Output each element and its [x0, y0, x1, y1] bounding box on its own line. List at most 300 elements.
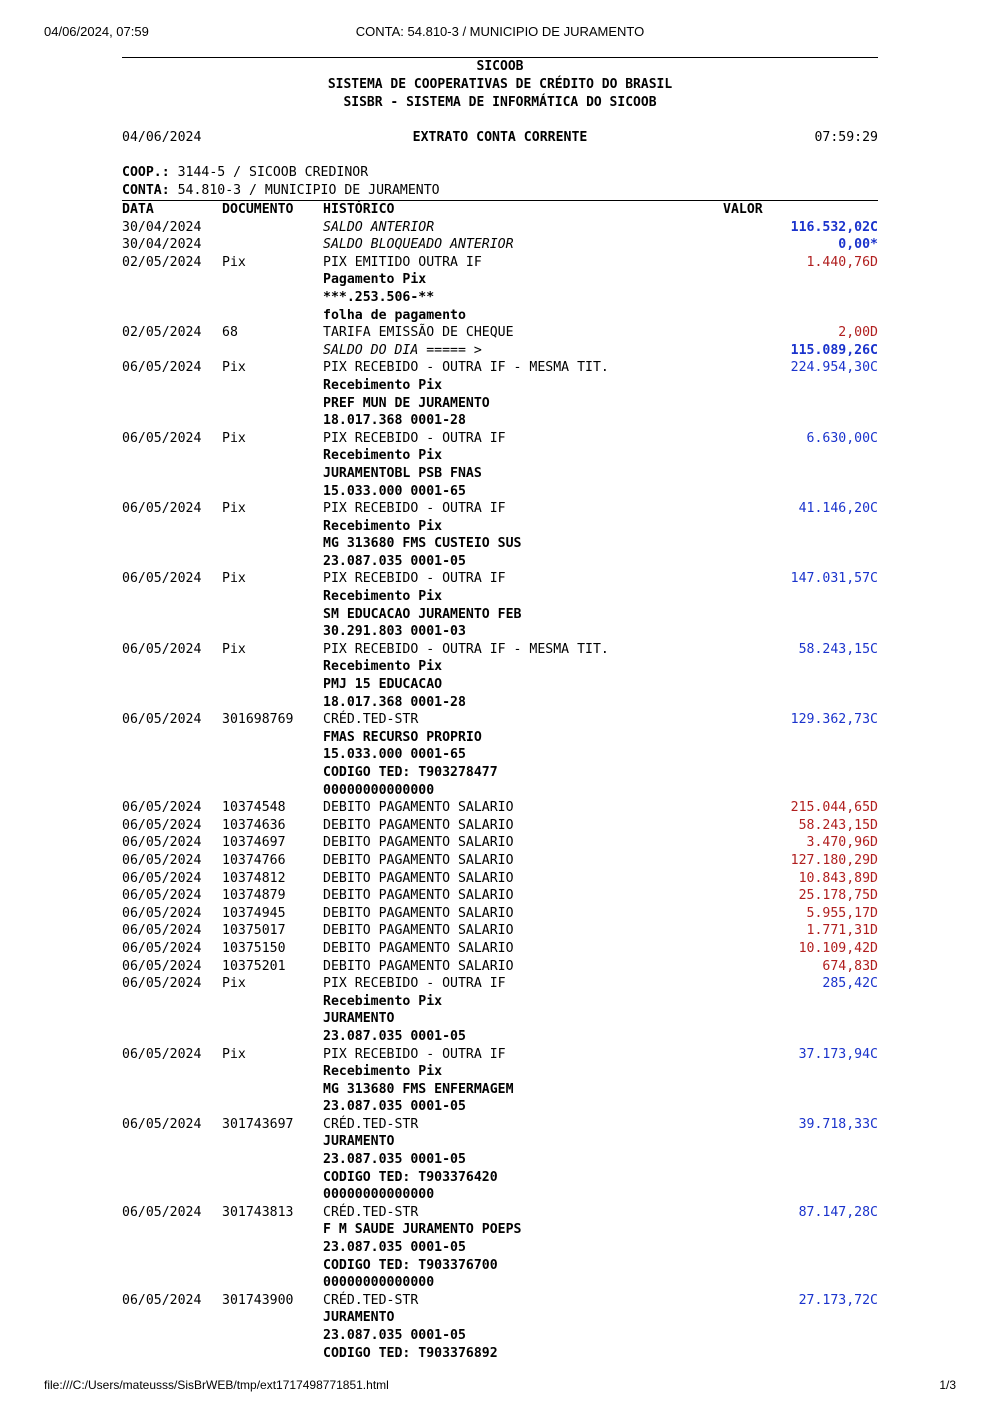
cell-value: 25.178,75D — [798, 888, 878, 904]
table-row-detail — [122, 1327, 878, 1345]
cell-document: Pix — [222, 976, 246, 992]
cell-date — [122, 746, 222, 764]
cell-document — [222, 1169, 323, 1187]
cell-history: 23.087.035 0001-05 — [323, 1099, 466, 1115]
cell-history: FMAS RECURSO PROPRIO — [323, 729, 482, 745]
browser-print-footer — [44, 1378, 956, 1396]
cell-document — [222, 1028, 323, 1046]
cell-history: PIX RECEBIDO - OUTRA IF - MESMA TIT. — [323, 641, 609, 657]
col-header-value: VALOR — [723, 202, 763, 217]
cell-value — [723, 447, 878, 465]
cell-history: DEBITO PAGAMENTO SALARIO — [323, 958, 514, 974]
browser-print-header — [44, 24, 956, 42]
table-row — [122, 958, 878, 976]
cell-date — [122, 729, 222, 747]
cell-document — [222, 1239, 323, 1257]
table-row-detail — [122, 676, 878, 694]
cell-document — [222, 342, 323, 360]
table-row-detail — [122, 1098, 878, 1116]
cell-document: 10374879 — [222, 888, 286, 904]
cell-date — [122, 553, 222, 571]
cell-history: SALDO DO DIA ===== > — [323, 342, 482, 358]
cell-document — [222, 465, 323, 483]
cell-date — [122, 289, 222, 307]
table-row-detail — [122, 465, 878, 483]
cell-history: Pagamento Pix — [323, 272, 427, 288]
print-title: CONTA: 54.810-3 / MUNICIPIO DE JURAMENTO — [355, 24, 645, 39]
cell-history: 18.017.368 0001-28 — [323, 694, 466, 710]
table-row-detail — [122, 993, 878, 1011]
cell-date — [122, 764, 222, 782]
table-row — [122, 500, 878, 518]
cell-value: 129.362,73C — [790, 712, 878, 728]
cell-document — [222, 483, 323, 501]
cell-history: PMJ 15 EDUCACAO — [323, 677, 443, 693]
cell-date — [122, 1309, 222, 1327]
table-row — [122, 236, 878, 254]
cell-document: 10374697 — [222, 835, 286, 851]
table-row-detail — [122, 289, 878, 307]
cell-document — [222, 1309, 323, 1327]
cell-value — [723, 535, 878, 553]
cell-value — [723, 1063, 878, 1081]
cell-document — [222, 412, 323, 430]
table-row-detail — [122, 1221, 878, 1239]
cell-history: CODIGO TED: T903278477 — [323, 765, 498, 780]
cell-history: CRÉD.TED-STR — [323, 712, 419, 728]
cell-value — [723, 658, 878, 676]
cell-history: PIX RECEBIDO - OUTRA IF — [323, 1046, 506, 1062]
cell-date: 06/05/2024 — [122, 1204, 202, 1220]
cell-history: CODIGO TED: T903376700 — [323, 1257, 498, 1273]
cell-document: Pix — [222, 254, 246, 270]
cell-value: 285,42C — [822, 976, 878, 992]
cell-value: 10.109,42D — [798, 940, 878, 956]
cell-value: 10.843,89D — [798, 870, 878, 886]
cell-date — [122, 1081, 222, 1099]
cell-value — [723, 694, 878, 712]
cell-date — [122, 412, 222, 430]
col-header-history: HISTÓRICO — [323, 202, 395, 217]
cell-document: Pix — [222, 1046, 246, 1062]
transactions-body — [122, 219, 878, 1363]
cell-date — [122, 342, 222, 360]
cell-value: 2,00D — [838, 325, 878, 341]
cell-date — [122, 606, 222, 624]
cell-document — [222, 1257, 323, 1275]
print-file-path: file:///C:/Users/mateusss/SisBrWEB/tmp/ext1717498771851.html — [44, 1378, 389, 1392]
table-row-detail — [122, 1063, 878, 1081]
cell-history: 00000000000000 — [323, 782, 435, 798]
cell-value: 215.044,65D — [790, 800, 878, 816]
table-row-detail — [122, 1257, 878, 1275]
cell-date — [122, 465, 222, 483]
cell-document: 68 — [222, 325, 238, 341]
cell-date: 06/05/2024 — [122, 501, 202, 517]
cell-date — [122, 307, 222, 325]
cell-document — [222, 623, 323, 641]
cell-date — [122, 1151, 222, 1169]
cell-document — [222, 1274, 323, 1292]
cell-document: Pix — [222, 501, 246, 517]
cell-document — [222, 764, 323, 782]
table-row-detail — [122, 1133, 878, 1151]
cell-date: 06/05/2024 — [122, 641, 202, 657]
col-header-document: DOCUMENTO — [222, 202, 294, 217]
cell-value — [723, 377, 878, 395]
cell-history: Recebimento Pix — [323, 377, 443, 393]
table-row-detail — [122, 782, 878, 800]
cell-value — [723, 395, 878, 413]
cell-document — [222, 993, 323, 1011]
cell-document — [222, 535, 323, 553]
cell-date: 06/05/2024 — [122, 870, 202, 886]
cell-value: 0,00* — [838, 237, 878, 253]
cell-date — [122, 676, 222, 694]
cell-value — [723, 465, 878, 483]
table-row — [122, 870, 878, 888]
coop-info — [122, 164, 878, 182]
cell-document: 301743813 — [222, 1204, 294, 1220]
cell-document: Pix — [222, 641, 246, 657]
table-row-detail — [122, 1151, 878, 1169]
table-row-detail — [122, 588, 878, 606]
cell-document — [222, 1081, 323, 1099]
cell-history: 23.087.035 0001-05 — [323, 1328, 466, 1343]
cell-value — [723, 1274, 878, 1292]
cell-date: 06/05/2024 — [122, 1292, 202, 1308]
table-row-detail — [122, 606, 878, 624]
cell-value — [723, 518, 878, 536]
table-row-detail — [122, 395, 878, 413]
statement-report — [122, 57, 878, 1362]
print-datetime: 04/06/2024, 07:59 — [44, 24, 149, 39]
cell-date — [122, 1010, 222, 1028]
cell-value: 87.147,28C — [798, 1204, 878, 1220]
coop-value: 3144-5 / SICOOB CREDINOR — [177, 165, 369, 180]
cell-date: 06/05/2024 — [122, 888, 202, 904]
cell-date — [122, 694, 222, 712]
cell-date: 06/05/2024 — [122, 976, 202, 992]
header-line-sicoob: SICOOB — [476, 59, 524, 74]
table-row — [122, 799, 878, 817]
cell-value — [723, 412, 878, 430]
table-header-row — [122, 201, 878, 219]
cell-value — [723, 289, 878, 307]
cell-value: 224.954,30C — [790, 360, 878, 376]
cell-value — [723, 782, 878, 800]
account-value: 54.810-3 / MUNICIPIO DE JURAMENTO — [177, 183, 440, 198]
cell-history: PIX RECEBIDO - OUTRA IF - MESMA TIT. — [323, 360, 609, 376]
cell-value — [723, 307, 878, 325]
cell-value — [723, 1133, 878, 1151]
cell-value — [723, 993, 878, 1011]
cell-value: 37.173,94C — [798, 1046, 878, 1062]
cell-history: TARIFA EMISSÃO DE CHEQUE — [323, 325, 514, 341]
cell-value — [723, 1309, 878, 1327]
table-row — [122, 359, 878, 377]
table-row — [122, 570, 878, 588]
table-row-detail — [122, 483, 878, 501]
cell-value — [723, 1028, 878, 1046]
table-row — [122, 905, 878, 923]
cell-value — [723, 729, 878, 747]
cell-value: 147.031,57C — [790, 571, 878, 587]
cell-value: 1.440,76D — [806, 254, 878, 270]
cell-document: 10375150 — [222, 940, 286, 956]
table-row — [122, 940, 878, 958]
cell-value — [723, 606, 878, 624]
table-row — [122, 1046, 878, 1064]
cell-document — [222, 658, 323, 676]
cell-history: CODIGO TED: T903376892 — [323, 1345, 498, 1361]
cell-history: MG 313680 FMS ENFERMAGEM — [323, 1081, 514, 1097]
cell-document — [222, 553, 323, 571]
cell-value — [723, 1239, 878, 1257]
cell-history: PREF MUN DE JURAMENTO — [323, 395, 490, 411]
cell-document: 10374636 — [222, 817, 286, 833]
cell-document: 10374766 — [222, 852, 286, 868]
cell-history: DEBITO PAGAMENTO SALARIO — [323, 905, 514, 921]
cell-document — [222, 694, 323, 712]
cell-date: 30/04/2024 — [122, 219, 202, 235]
cell-date: 06/05/2024 — [122, 430, 202, 446]
cell-history: SM EDUCACAO JURAMENTO FEB — [323, 606, 522, 622]
cell-value — [723, 1169, 878, 1187]
cell-history: 00000000000000 — [323, 1187, 435, 1203]
table-row-detail — [122, 1010, 878, 1028]
cell-history: DEBITO PAGAMENTO SALARIO — [323, 817, 514, 833]
cell-document — [222, 307, 323, 325]
table-row-detail — [122, 1169, 878, 1187]
table-row-detail — [122, 1309, 878, 1327]
cell-value — [723, 1098, 878, 1116]
table-row-detail — [122, 729, 878, 747]
cell-history: 15.033.000 0001-65 — [323, 483, 466, 499]
cell-date — [122, 1345, 222, 1363]
cell-history: PIX RECEBIDO - OUTRA IF — [323, 501, 506, 517]
cell-history: CRÉD.TED-STR — [323, 1116, 419, 1132]
cell-value — [723, 623, 878, 641]
cell-value — [723, 553, 878, 571]
cell-document — [222, 447, 323, 465]
table-row-detail — [122, 447, 878, 465]
cell-document: 10375201 — [222, 958, 286, 974]
cell-date — [122, 1098, 222, 1116]
cell-document: 301743697 — [222, 1116, 294, 1132]
cell-history: 23.087.035 0001-05 — [323, 1028, 466, 1044]
coop-label: COOP.: — [122, 165, 170, 180]
transactions-table — [122, 201, 878, 1362]
cell-history: Recebimento Pix — [323, 1064, 443, 1080]
cell-document — [222, 1133, 323, 1151]
cell-document — [222, 236, 323, 254]
cell-date: 06/05/2024 — [122, 360, 202, 376]
cell-history: 18.017.368 0001-28 — [323, 413, 466, 429]
cell-history: Recebimento Pix — [323, 659, 443, 675]
cell-history: ***.253.506-** — [323, 289, 435, 305]
table-row — [122, 922, 878, 940]
cell-value — [723, 1345, 878, 1363]
cell-value — [723, 1221, 878, 1239]
cell-value — [723, 1327, 878, 1345]
cell-document — [222, 395, 323, 413]
system-header — [122, 58, 878, 112]
col-header-date: DATA — [122, 202, 154, 217]
print-page-number: 1/3 — [939, 1378, 956, 1392]
cell-document: 10375017 — [222, 923, 286, 939]
cell-document: 301698769 — [222, 712, 294, 728]
cell-history: SALDO BLOQUEADO ANTERIOR — [323, 237, 514, 253]
cell-history: 30.291.803 0001-03 — [323, 624, 466, 640]
cell-date: 06/05/2024 — [122, 940, 202, 956]
cell-date: 02/05/2024 — [122, 325, 202, 341]
cell-value: 6.630,00C — [806, 430, 878, 446]
cell-document: Pix — [222, 571, 246, 587]
cell-history: CODIGO TED: T903376420 — [323, 1169, 498, 1185]
cell-document — [222, 1151, 323, 1169]
cell-document — [222, 518, 323, 536]
table-row-detail — [122, 746, 878, 764]
cell-date — [122, 535, 222, 553]
cell-history: 23.087.035 0001-05 — [323, 553, 466, 569]
table-row — [122, 852, 878, 870]
cell-document — [222, 377, 323, 395]
cell-date: 06/05/2024 — [122, 1046, 202, 1062]
cell-history: 23.087.035 0001-05 — [323, 1240, 466, 1256]
cell-value: 116.532,02C — [790, 219, 878, 235]
cell-date — [122, 993, 222, 1011]
table-row-detail — [122, 694, 878, 712]
cell-value: 41.146,20C — [798, 501, 878, 517]
cell-document — [222, 782, 323, 800]
cell-history: DEBITO PAGAMENTO SALARIO — [323, 923, 514, 939]
table-row — [122, 430, 878, 448]
cell-document — [222, 1345, 323, 1363]
cell-date — [122, 1221, 222, 1239]
cell-date — [122, 447, 222, 465]
table-row-detail — [122, 1186, 878, 1204]
table-row-detail — [122, 342, 878, 360]
cell-history: PIX RECEBIDO - OUTRA IF — [323, 976, 506, 992]
cell-document — [222, 729, 323, 747]
cell-document — [222, 1327, 323, 1345]
table-row-detail — [122, 271, 878, 289]
cell-date: 06/05/2024 — [122, 712, 202, 728]
cell-date — [122, 518, 222, 536]
report-title: EXTRATO CONTA CORRENTE — [412, 130, 588, 145]
cell-date — [122, 1239, 222, 1257]
cell-date: 06/05/2024 — [122, 571, 202, 587]
table-row — [122, 219, 878, 237]
cell-date — [122, 623, 222, 641]
header-line-system: SISTEMA DE COOPERATIVAS DE CRÉDITO DO BRASIL — [327, 77, 673, 92]
cell-history: CRÉD.TED-STR — [323, 1292, 419, 1308]
cell-value — [723, 1081, 878, 1099]
cell-value — [723, 746, 878, 764]
cell-document — [222, 1221, 323, 1239]
table-row-detail — [122, 623, 878, 641]
cell-document — [222, 606, 323, 624]
cell-document — [222, 1010, 323, 1028]
cell-history: JURAMENTOBL PSB FNAS — [323, 465, 482, 481]
table-row — [122, 817, 878, 835]
report-date: 04/06/2024 — [122, 130, 202, 145]
cell-value — [723, 1257, 878, 1275]
cell-date — [122, 1169, 222, 1187]
cell-value: 58.243,15C — [798, 641, 878, 657]
cell-date — [122, 1028, 222, 1046]
table-row — [122, 1292, 878, 1310]
cell-value — [723, 1186, 878, 1204]
cell-value — [723, 1010, 878, 1028]
cell-value — [723, 764, 878, 782]
cell-date: 06/05/2024 — [122, 817, 202, 833]
cell-date: 06/05/2024 — [122, 958, 202, 974]
table-row-detail — [122, 412, 878, 430]
report-time: 07:59:29 — [814, 130, 878, 145]
cell-history: DEBITO PAGAMENTO SALARIO — [323, 940, 514, 956]
cell-document — [222, 1063, 323, 1081]
table-row — [122, 834, 878, 852]
account-label: CONTA: — [122, 183, 170, 198]
cell-history: DEBITO PAGAMENTO SALARIO — [323, 835, 514, 851]
cell-date — [122, 1257, 222, 1275]
cell-date: 06/05/2024 — [122, 1116, 202, 1132]
cell-document: Pix — [222, 430, 246, 446]
cell-value: 115.089,26C — [790, 342, 878, 358]
cell-date: 30/04/2024 — [122, 237, 202, 253]
cell-history: MG 313680 FMS CUSTEIO SUS — [323, 536, 522, 552]
cell-document: 301743900 — [222, 1292, 294, 1308]
cell-history: JURAMENTO — [323, 1011, 395, 1027]
table-row-detail — [122, 1028, 878, 1046]
cell-date — [122, 1327, 222, 1345]
table-row — [122, 1116, 878, 1134]
table-row-detail — [122, 1239, 878, 1257]
cell-date — [122, 782, 222, 800]
table-row — [122, 975, 878, 993]
cell-value: 1.771,31D — [806, 923, 878, 939]
report-title-row — [122, 129, 878, 147]
cell-value: 674,83D — [822, 958, 878, 974]
cell-date — [122, 588, 222, 606]
table-row — [122, 254, 878, 272]
cell-document — [222, 271, 323, 289]
cell-history: 23.087.035 0001-05 — [323, 1152, 466, 1168]
table-row-detail — [122, 658, 878, 676]
cell-history: Recebimento Pix — [323, 518, 443, 534]
cell-date — [122, 271, 222, 289]
table-row-detail — [122, 1345, 878, 1363]
table-row-detail — [122, 1081, 878, 1099]
cell-history: DEBITO PAGAMENTO SALARIO — [323, 800, 514, 816]
table-row — [122, 711, 878, 729]
cell-value: 3.470,96D — [806, 835, 878, 851]
table-row — [122, 641, 878, 659]
cell-value — [723, 271, 878, 289]
cell-date — [122, 658, 222, 676]
cell-value: 127.180,29D — [790, 852, 878, 868]
cell-history: PIX RECEBIDO - OUTRA IF — [323, 430, 506, 446]
cell-document — [222, 1098, 323, 1116]
cell-history: JURAMENTO — [323, 1134, 395, 1150]
table-row-detail — [122, 1274, 878, 1292]
table-row-detail — [122, 535, 878, 553]
cell-date: 06/05/2024 — [122, 835, 202, 851]
cell-history: DEBITO PAGAMENTO SALARIO — [323, 852, 514, 868]
cell-history: PIX RECEBIDO - OUTRA IF — [323, 571, 506, 587]
